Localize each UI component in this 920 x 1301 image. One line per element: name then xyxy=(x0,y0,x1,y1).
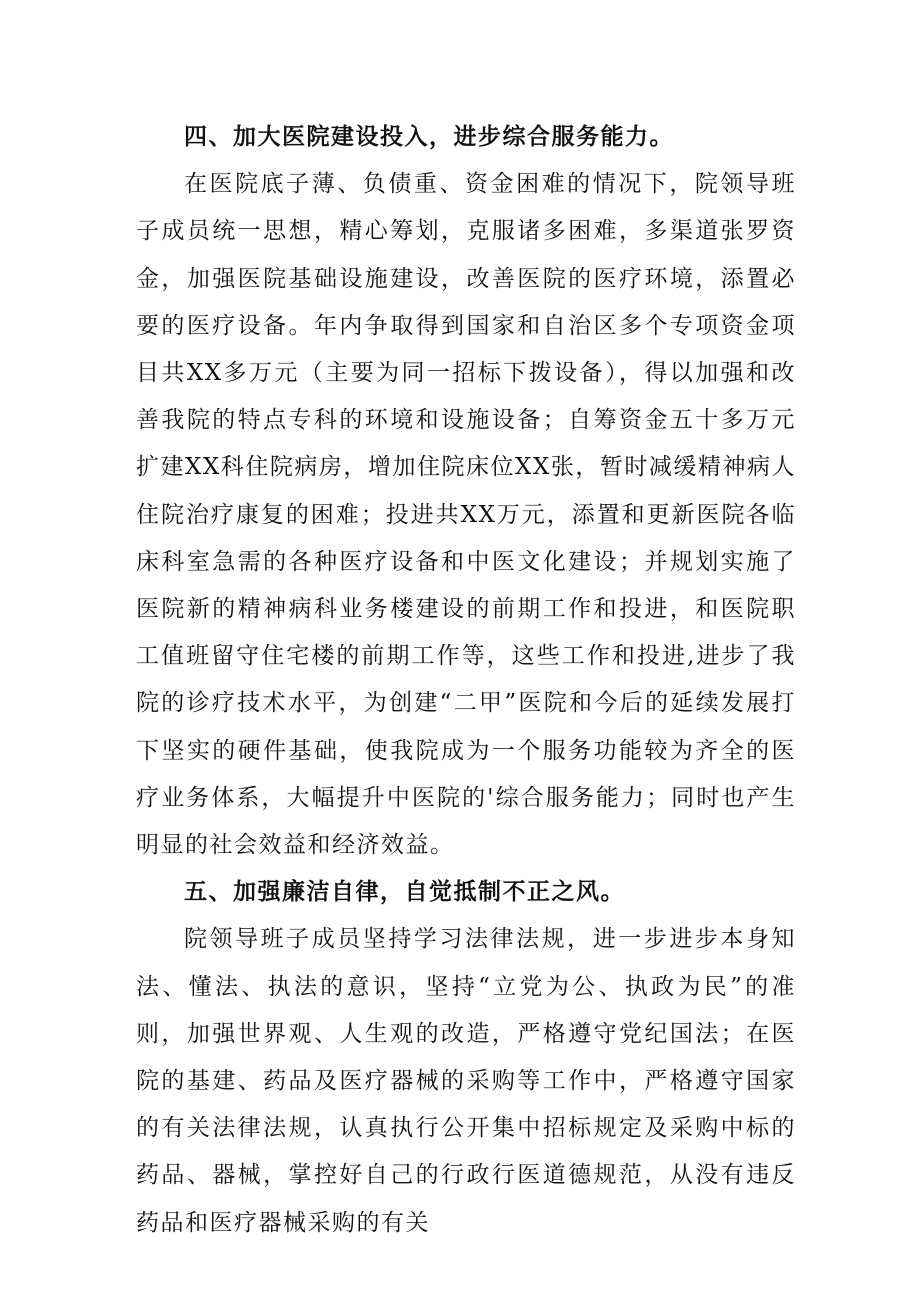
section-heading-4: 四、加大医院建设投入，进步综合服务能力。 xyxy=(184,124,674,150)
section-heading-5: 五、加强廉洁自律，自觉抵制不正之风。 xyxy=(184,879,625,906)
document-body xyxy=(136,114,796,1247)
section-paragraph-5: 院领导班子成员坚持学习法律法规，进一步进步本身知法、懂法、执法的意识，坚持“立党为公、执政为民”的准则，加强世界观、人生观的改造，严格遵守党纪国法；在医院的基建、药品及医疗器械的采购等工作中，严格遵守国家的有关法律法规，认真执行公开集中招标规定及采购中标的药品、器械，掌控好自己的行政行医道德规范，从没有违反药品和医疗器械采购的有关 xyxy=(136,926,796,1236)
section-paragraph-4: 在医院底子薄、负债重、资金困难的情况下，院领导班子成员统一思想，精心筹划，克服诸多困难，多渠道张罗资金，加强医院基础设施建设，改善医院的医疗环境，添置必要的医疗设备。年内争取得到国家和自治区多个专项资金项目共XX多万元（主要为同一招标下拨设备），得以加强和改善我院的特点专科的环境和设施设备；自筹资金五十多万元扩建XX科住院病房，增加住院床位XX张，暂时减缓精神病人住院治疗康复的困难；投进共XX万元，添置和更新医院各临床科室急需的各种医疗设备和中医文化建设；并规划实施了医院新的精神病科业务楼建设的前期工作和投进，和医院职工值班留守住宅楼的前期工作等，这些工作和投进,进步了我院的诊疗技术水平，为创建“二甲”医院和今后的延续发展打下坚实的硬件基础，使我院成为一个服务功能较为齐全的医疗业务体系，大幅提升中医院的'综合服务能力；同时也产生明显的社会效益和经济效益。 xyxy=(136,171,796,859)
